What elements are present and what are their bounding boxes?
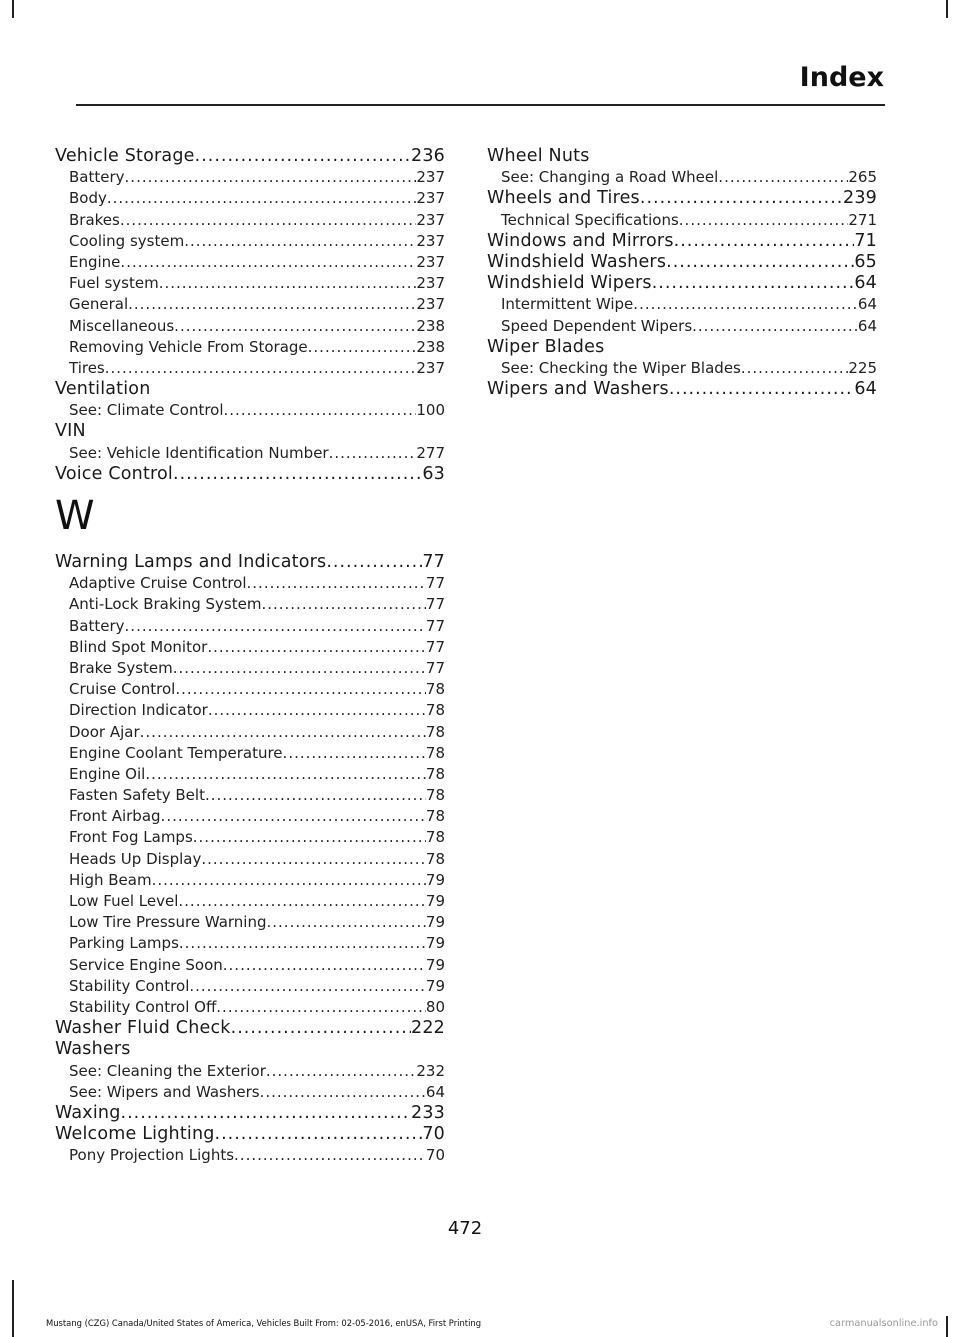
- entry-page-number: 225: [848, 358, 877, 377]
- index-subentry: [55, 337, 445, 358]
- entry-page-number: 79: [425, 934, 445, 953]
- index-entry: [487, 273, 877, 294]
- index-subentry: [55, 912, 445, 933]
- index-subentry: [55, 294, 445, 315]
- dot-leader: [718, 167, 848, 188]
- entry-label: Welcome Lighting: [55, 1124, 215, 1145]
- dot-leader: [247, 573, 426, 594]
- entry-label: High Beam: [69, 870, 152, 889]
- index-subentry: [55, 976, 445, 997]
- entry-label: Wipers and Washers: [487, 379, 669, 400]
- index-subentry: [55, 273, 445, 294]
- index-subentry: [55, 658, 445, 679]
- entry-page-number: 237: [416, 252, 445, 271]
- index-subentry: [55, 743, 445, 764]
- dot-leader: [125, 167, 417, 188]
- entry-page-number: 63: [422, 463, 445, 484]
- entry-label: Fuel system: [69, 274, 159, 293]
- entry-label: Front Fog Lamps: [69, 828, 193, 847]
- index-subentry: [55, 1061, 445, 1082]
- entry-label: Washers: [55, 1039, 131, 1060]
- dot-leader: [178, 891, 426, 912]
- entry-label: Engine: [69, 252, 121, 271]
- entry-label: Stability Control: [69, 976, 190, 995]
- dot-leader: [326, 552, 422, 573]
- entry-label: Voice Control: [55, 463, 173, 484]
- dot-leader: [140, 722, 426, 743]
- dot-leader: [145, 764, 426, 785]
- entry-page-number: 70: [422, 1124, 445, 1145]
- entry-page-number: 79: [425, 892, 445, 910]
- dot-leader: [223, 955, 426, 976]
- index-entry: [487, 231, 877, 252]
- entry-label: Tires: [69, 358, 105, 377]
- entry-label: Low Tire Pressure Warning: [69, 913, 267, 932]
- dot-leader: [201, 849, 426, 870]
- dot-leader: [159, 273, 417, 294]
- entry-page-number: 79: [425, 955, 445, 974]
- entry-label: Speed Dependent Wipers: [501, 316, 693, 335]
- section-letter: W: [55, 493, 95, 539]
- index-column-left: [55, 146, 445, 1166]
- entry-label: Technical Specifications: [501, 210, 679, 229]
- dot-leader: [669, 379, 855, 400]
- index-entry: [55, 464, 445, 485]
- entry-page-number: 64: [425, 1082, 445, 1101]
- index-entry: [55, 552, 445, 573]
- entry-label: VIN: [55, 421, 86, 442]
- entry-label: Wiper Blades: [487, 336, 605, 357]
- entry-page-number: 77: [422, 552, 445, 572]
- dot-leader: [208, 700, 426, 721]
- entry-page-number: 238: [416, 316, 445, 335]
- index-subentry: [55, 1082, 445, 1103]
- entry-page-number: 237: [416, 358, 445, 377]
- entry-page-number: 71: [854, 230, 877, 251]
- index-subentry: [55, 358, 445, 379]
- index-subentry: [55, 891, 445, 912]
- dot-leader: [679, 210, 849, 231]
- dot-leader: [107, 188, 416, 209]
- entry-label: Low Fuel Level: [69, 892, 179, 910]
- index-subentry: [55, 443, 445, 464]
- entry-page-number: 78: [425, 722, 445, 741]
- index-subentry: [55, 849, 445, 870]
- entry-page-number: 237: [416, 210, 445, 229]
- dot-leader: [640, 188, 843, 209]
- index-subentry: [55, 167, 445, 188]
- entry-page-number: 77: [425, 574, 445, 593]
- entry-label: Body: [69, 189, 107, 208]
- entry-page-number: 78: [425, 828, 445, 847]
- index-entry: [55, 1103, 445, 1124]
- entry-page-number: 78: [425, 764, 445, 783]
- entry-label: Direction Indicator: [69, 701, 208, 720]
- entry-page-number: 64: [857, 295, 877, 314]
- index-subentry: [55, 316, 445, 337]
- entry-page-number: 233: [410, 1102, 445, 1123]
- entry-page-number: 236: [410, 146, 445, 166]
- index-subentry: [55, 806, 445, 827]
- index-entry: [55, 1018, 445, 1039]
- dot-leader: [173, 658, 426, 679]
- index-subentry: [55, 188, 445, 209]
- dot-leader: [633, 294, 858, 315]
- dot-leader: [231, 1018, 411, 1039]
- dot-leader: [195, 146, 411, 167]
- dot-leader: [161, 806, 426, 827]
- index-subentry: [487, 210, 877, 231]
- dot-leader: [215, 1124, 423, 1145]
- entry-page-number: 277: [416, 443, 445, 462]
- header-divider: [76, 104, 885, 106]
- index-subentry: [55, 722, 445, 743]
- entry-page-number: 78: [425, 786, 445, 805]
- dot-leader: [189, 976, 426, 997]
- index-subentry: [55, 231, 445, 252]
- dot-leader: [652, 273, 855, 294]
- entry-label: See: Changing a Road Wheel: [501, 168, 719, 187]
- entry-label: Fasten Safety Belt: [69, 786, 205, 805]
- entry-label: Brake System: [69, 658, 173, 677]
- entry-label: Windows and Mirrors: [487, 230, 674, 251]
- entry-label: Heads Up Display: [69, 849, 202, 868]
- index-subentry: [55, 573, 445, 594]
- index-subentry: [55, 637, 445, 658]
- entry-label: Parking Lamps: [69, 934, 179, 953]
- index-entry: [487, 337, 877, 358]
- dot-leader: [125, 616, 426, 637]
- entry-page-number: 238: [416, 337, 445, 356]
- index-subentry: [55, 1145, 445, 1166]
- entry-label: Anti-Lock Braking System: [69, 595, 262, 614]
- entry-page-number: 271: [848, 210, 877, 229]
- entry-page-number: 80: [425, 997, 445, 1016]
- entry-label: Battery: [69, 616, 125, 635]
- entry-page-number: 265: [848, 168, 877, 187]
- dot-leader: [674, 231, 855, 252]
- index-subentry: [55, 252, 445, 273]
- entry-page-number: 237: [416, 168, 445, 187]
- entry-label: Stability Control Off: [69, 997, 217, 1016]
- index-subentry: [55, 933, 445, 954]
- index-subentry: [55, 785, 445, 806]
- entry-label: Wheel Nuts: [487, 146, 590, 166]
- crop-mark-top-left: [12, 0, 14, 18]
- entry-page-number: 237: [416, 274, 445, 293]
- entry-label: Adaptive Cruise Control: [69, 574, 247, 593]
- entry-label: See: Wipers and Washers: [69, 1082, 260, 1101]
- watermark: carmanualsonline.info: [829, 1318, 938, 1329]
- dot-leader: [175, 679, 426, 700]
- dot-leader: [205, 785, 426, 806]
- dot-leader: [184, 231, 416, 252]
- crop-mark-bottom-right: [946, 1316, 948, 1337]
- index-entries-w: [55, 552, 445, 1166]
- index-subentry: [55, 870, 445, 891]
- entry-page-number: 70: [425, 1146, 445, 1165]
- page-title: Index: [799, 62, 884, 93]
- entry-page-number: 65: [854, 251, 877, 272]
- dot-leader: [692, 316, 858, 337]
- entry-page-number: 78: [425, 849, 445, 868]
- index-entry: [487, 379, 877, 400]
- entry-page-number: 77: [425, 637, 445, 656]
- dot-leader: [105, 358, 417, 379]
- entry-label: Waxing: [55, 1102, 121, 1123]
- index-entry: [55, 379, 445, 400]
- entry-label: Cruise Control: [69, 680, 176, 699]
- index-subentry: [55, 679, 445, 700]
- crop-mark-top-right: [946, 0, 948, 18]
- entry-label: See: Climate Control: [69, 401, 224, 420]
- entry-label: Miscellaneous: [69, 316, 175, 335]
- index-entries-v: [55, 146, 445, 485]
- index-entry: [487, 188, 877, 209]
- entry-page-number: 100: [416, 401, 445, 420]
- dot-leader: [266, 1061, 416, 1082]
- dot-leader: [193, 827, 426, 848]
- dot-leader: [267, 912, 426, 933]
- entry-page-number: 64: [854, 379, 877, 400]
- entry-page-number: 79: [425, 976, 445, 995]
- entry-page-number: 222: [410, 1018, 445, 1039]
- index-column-right: [487, 146, 877, 400]
- index-subentry: [55, 594, 445, 615]
- entry-page-number: 78: [425, 743, 445, 762]
- entry-label: Pony Projection Lights: [69, 1146, 235, 1165]
- entry-label: Service Engine Soon: [69, 955, 223, 974]
- dot-leader: [283, 743, 426, 764]
- index-subentry: [55, 997, 445, 1018]
- dot-leader: [666, 252, 854, 273]
- index-subentry: [55, 616, 445, 637]
- dot-leader: [224, 400, 417, 421]
- entry-page-number: 77: [425, 658, 445, 677]
- entry-label: Engine Oil: [69, 764, 146, 783]
- entry-page-number: 237: [416, 189, 445, 208]
- index-entry: [487, 252, 877, 273]
- dot-leader: [260, 1082, 426, 1103]
- dot-leader: [308, 337, 417, 358]
- index-subentry: [487, 294, 877, 315]
- index-entry: [55, 421, 445, 442]
- dot-leader: [120, 252, 416, 273]
- entry-label: Washer Fluid Check: [55, 1018, 231, 1039]
- dot-leader: [261, 594, 425, 615]
- dot-leader: [179, 933, 426, 954]
- entry-label: Front Airbag: [69, 807, 161, 826]
- index-subentry: [55, 827, 445, 848]
- entry-page-number: 78: [425, 807, 445, 826]
- entry-label: See: Cleaning the Exterior: [69, 1061, 266, 1080]
- index-subentry: [55, 764, 445, 785]
- entry-page-number: 77: [425, 616, 445, 635]
- footer-text: Mustang (CZG) Canada/United States of America, Vehicles Built From: 02-05-2016, enUSA, First Printing: [46, 1318, 482, 1328]
- dot-leader: [741, 358, 848, 379]
- entry-page-number: 237: [416, 231, 445, 250]
- dot-leader: [173, 464, 422, 485]
- entry-label: See: Vehicle Identification Number: [69, 443, 329, 462]
- index-entry: [55, 146, 445, 167]
- entry-label: Wheels and Tires: [487, 188, 640, 209]
- page-number: 472: [447, 1218, 483, 1239]
- index-subentry: [55, 210, 445, 231]
- entry-page-number: 78: [425, 680, 445, 699]
- entry-page-number: 232: [416, 1061, 445, 1080]
- entry-label: Warning Lamps and Indicators: [55, 552, 327, 572]
- index-entry: [55, 1039, 445, 1060]
- crop-mark-bottom-left: [12, 1280, 14, 1337]
- entry-label: Engine Coolant Temperature: [69, 743, 283, 762]
- entry-label: Windshield Washers: [487, 251, 667, 272]
- entry-page-number: 79: [425, 870, 445, 889]
- index-subentry: [55, 700, 445, 721]
- entry-page-number: 237: [416, 295, 445, 314]
- entry-page-number: 77: [425, 595, 445, 614]
- entry-label: See: Checking the Wiper Blades: [501, 358, 741, 377]
- dot-leader: [121, 1103, 411, 1124]
- entry-label: Brakes: [69, 210, 120, 229]
- entry-page-number: 79: [425, 913, 445, 932]
- entry-label: Door Ajar: [69, 722, 140, 741]
- index-subentry: [487, 316, 877, 337]
- entry-label: Windshield Wipers: [487, 273, 652, 294]
- dot-leader: [152, 870, 426, 891]
- dot-leader: [234, 1145, 426, 1166]
- dot-leader: [174, 316, 416, 337]
- entry-page-number: 64: [857, 316, 877, 335]
- entry-page-number: 64: [854, 273, 877, 294]
- index-subentry: [55, 955, 445, 976]
- index-entry: [55, 1124, 445, 1145]
- index-subentry: [487, 167, 877, 188]
- dot-leader: [207, 637, 426, 658]
- index-subentry: [487, 358, 877, 379]
- entry-page-number: 78: [425, 701, 445, 720]
- entry-label: Battery: [69, 168, 125, 187]
- dot-leader: [216, 997, 426, 1018]
- entry-page-number: 239: [842, 188, 877, 209]
- entry-label: Intermittent Wipe: [501, 295, 634, 314]
- entry-label: Cooling system: [69, 231, 185, 250]
- dot-leader: [120, 210, 417, 231]
- entry-label: Ventilation: [55, 379, 151, 400]
- entry-label: Removing Vehicle From Storage: [69, 337, 308, 356]
- entry-label: Vehicle Storage: [55, 146, 195, 166]
- index-entry: [487, 146, 877, 167]
- dot-leader: [128, 294, 416, 315]
- entry-label: General: [69, 295, 129, 314]
- dot-leader: [329, 443, 417, 464]
- index-subentry: [55, 400, 445, 421]
- entry-label: Blind Spot Monitor: [69, 637, 208, 656]
